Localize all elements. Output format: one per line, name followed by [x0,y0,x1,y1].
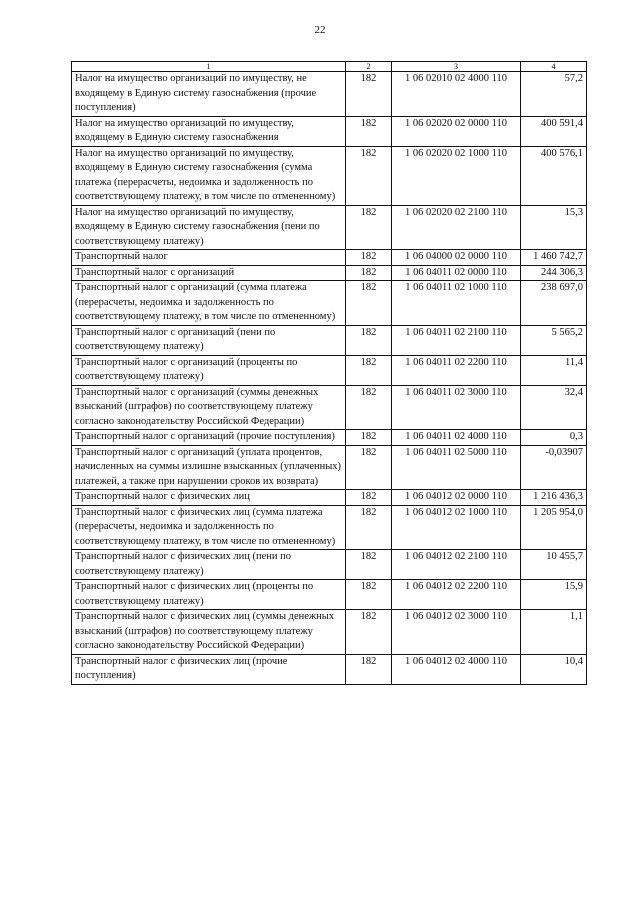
table-row [72,580,587,610]
administrator-code-cell: 182 [346,654,392,684]
table-header-row [72,62,587,72]
administrator-code-cell: 182 [346,505,392,550]
budget-classification-code-cell: 1 06 04011 02 3000 110 [392,385,521,430]
header-col-3: 3 [392,62,521,72]
table-row [72,490,587,506]
administrator-code-cell: 182 [346,325,392,355]
amount-cell: 1 460 742,7 [521,250,587,266]
amount-cell: 400 591,4 [521,116,587,146]
administrator-code-cell: 182 [346,72,392,117]
budget-classification-code-cell: 1 06 04012 02 1000 110 [392,505,521,550]
header-col-2: 2 [346,62,392,72]
administrator-code-cell: 182 [346,281,392,326]
budget-classification-code-cell: 1 06 02020 02 1000 110 [392,146,521,205]
revenue-name-cell: Транспортный налог с физических лиц (проценты по соответствующему платежу) [72,580,346,610]
amount-cell: 1 205 954,0 [521,505,587,550]
amount-cell: 11,4 [521,355,587,385]
header-col-1: 1 [72,62,346,72]
administrator-code-cell: 182 [346,265,392,281]
table-row [72,265,587,281]
budget-classification-code-cell: 1 06 02020 02 2100 110 [392,205,521,250]
revenue-name-cell: Транспортный налог с физических лиц [72,490,346,506]
administrator-code-cell: 182 [346,550,392,580]
amount-cell: 5 565,2 [521,325,587,355]
table-row [72,610,587,655]
table-row [72,430,587,446]
amount-cell: 57,2 [521,72,587,117]
revenue-name-cell: Транспортный налог с организаций [72,265,346,281]
budget-classification-code-cell: 1 06 02010 02 4000 110 [392,72,521,117]
budget-classification-code-cell: 1 06 04012 02 0000 110 [392,490,521,506]
revenue-name-cell: Транспортный налог с организаций (суммы денежных взысканий (штрафов) по соответствующему платежу согласно законодательству Российской Федерации) [72,385,346,430]
administrator-code-cell: 182 [346,205,392,250]
amount-cell: -0,03907 [521,445,587,490]
amount-cell: 0,3 [521,430,587,446]
table-row [72,505,587,550]
amount-cell: 10 455,7 [521,550,587,580]
budget-classification-code-cell: 1 06 04011 02 4000 110 [392,430,521,446]
table-row [72,281,587,326]
revenue-name-cell: Транспортный налог с физических лиц (прочие поступления) [72,654,346,684]
table-row [72,550,587,580]
revenue-name-cell: Налог на имущество организаций по имуществу, входящему в Единую систему газоснабжения (пени по соответствующему платежу) [72,205,346,250]
table-row [72,355,587,385]
budget-classification-code-cell: 1 06 04012 02 2200 110 [392,580,521,610]
revenue-name-cell: Транспортный налог с организаций (проценты по соответствующему платежу) [72,355,346,385]
administrator-code-cell: 182 [346,610,392,655]
budget-classification-code-cell: 1 06 04012 02 2100 110 [392,550,521,580]
budget-classification-code-cell: 1 06 04000 02 0000 110 [392,250,521,266]
administrator-code-cell: 182 [346,580,392,610]
budget-revenue-table [71,61,587,685]
administrator-code-cell: 182 [346,146,392,205]
revenue-name-cell: Транспортный налог [72,250,346,266]
revenue-name-cell: Транспортный налог с организаций (уплата процентов, начисленных на суммы излишне взысканных (уплаченных) платежей, а также при нарушении сроков их возврата) [72,445,346,490]
revenue-name-cell: Налог на имущество организаций по имуществу, входящему в Единую систему газоснабжения [72,116,346,146]
administrator-code-cell: 182 [346,385,392,430]
table-row [72,385,587,430]
budget-classification-code-cell: 1 06 04012 02 3000 110 [392,610,521,655]
page-number: 22 [314,24,326,36]
amount-cell: 238 697,0 [521,281,587,326]
table-row [72,116,587,146]
revenue-name-cell: Транспортный налог с организаций (сумма платежа (перерасчеты, недоимка и задолженность по соответствующему платежу, в том числе по отмененному) [72,281,346,326]
amount-cell: 15,3 [521,205,587,250]
budget-classification-code-cell: 1 06 04011 02 0000 110 [392,265,521,281]
table-row [72,325,587,355]
revenue-name-cell: Транспортный налог с физических лиц (сумма платежа (перерасчеты, недоимка и задолженность по соответствующему платежу, в том числе по отмененному) [72,505,346,550]
revenue-name-cell: Транспортный налог с организаций (прочие поступления) [72,430,346,446]
budget-classification-code-cell: 1 06 04011 02 5000 110 [392,445,521,490]
administrator-code-cell: 182 [346,445,392,490]
budget-classification-code-cell: 1 06 04012 02 4000 110 [392,654,521,684]
table-row [72,205,587,250]
administrator-code-cell: 182 [346,430,392,446]
table-row [72,445,587,490]
amount-cell: 32,4 [521,385,587,430]
amount-cell: 1 216 436,3 [521,490,587,506]
administrator-code-cell: 182 [346,490,392,506]
budget-classification-code-cell: 1 06 04011 02 2100 110 [392,325,521,355]
revenue-name-cell: Транспортный налог с организаций (пени по соответствующему платежу) [72,325,346,355]
revenue-name-cell: Транспортный налог с физических лиц (пени по соответствующему платежу) [72,550,346,580]
budget-classification-code-cell: 1 06 02020 02 0000 110 [392,116,521,146]
administrator-code-cell: 182 [346,116,392,146]
amount-cell: 15,9 [521,580,587,610]
amount-cell: 244 306,3 [521,265,587,281]
header-col-4: 4 [521,62,587,72]
revenue-name-cell: Транспортный налог с физических лиц (суммы денежных взысканий (штрафов) по соответствующему платежу согласно законодательству Российской Федерации) [72,610,346,655]
amount-cell: 400 576,1 [521,146,587,205]
budget-classification-code-cell: 1 06 04011 02 2200 110 [392,355,521,385]
revenue-name-cell: Налог на имущество организаций по имуществу, входящему в Единую систему газоснабжения (сумма платежа (перерасчеты, недоимка и задолженность по соответствующему платежу, в том числе по отмененному) [72,146,346,205]
amount-cell: 1,1 [521,610,587,655]
table-row [72,654,587,684]
revenue-name-cell: Налог на имущество организаций по имуществу, не входящему в Единую систему газоснабжения (прочие поступления) [72,72,346,117]
table-row [72,146,587,205]
administrator-code-cell: 182 [346,250,392,266]
budget-classification-code-cell: 1 06 04011 02 1000 110 [392,281,521,326]
table-row [72,250,587,266]
amount-cell: 10,4 [521,654,587,684]
administrator-code-cell: 182 [346,355,392,385]
table-row [72,72,587,117]
